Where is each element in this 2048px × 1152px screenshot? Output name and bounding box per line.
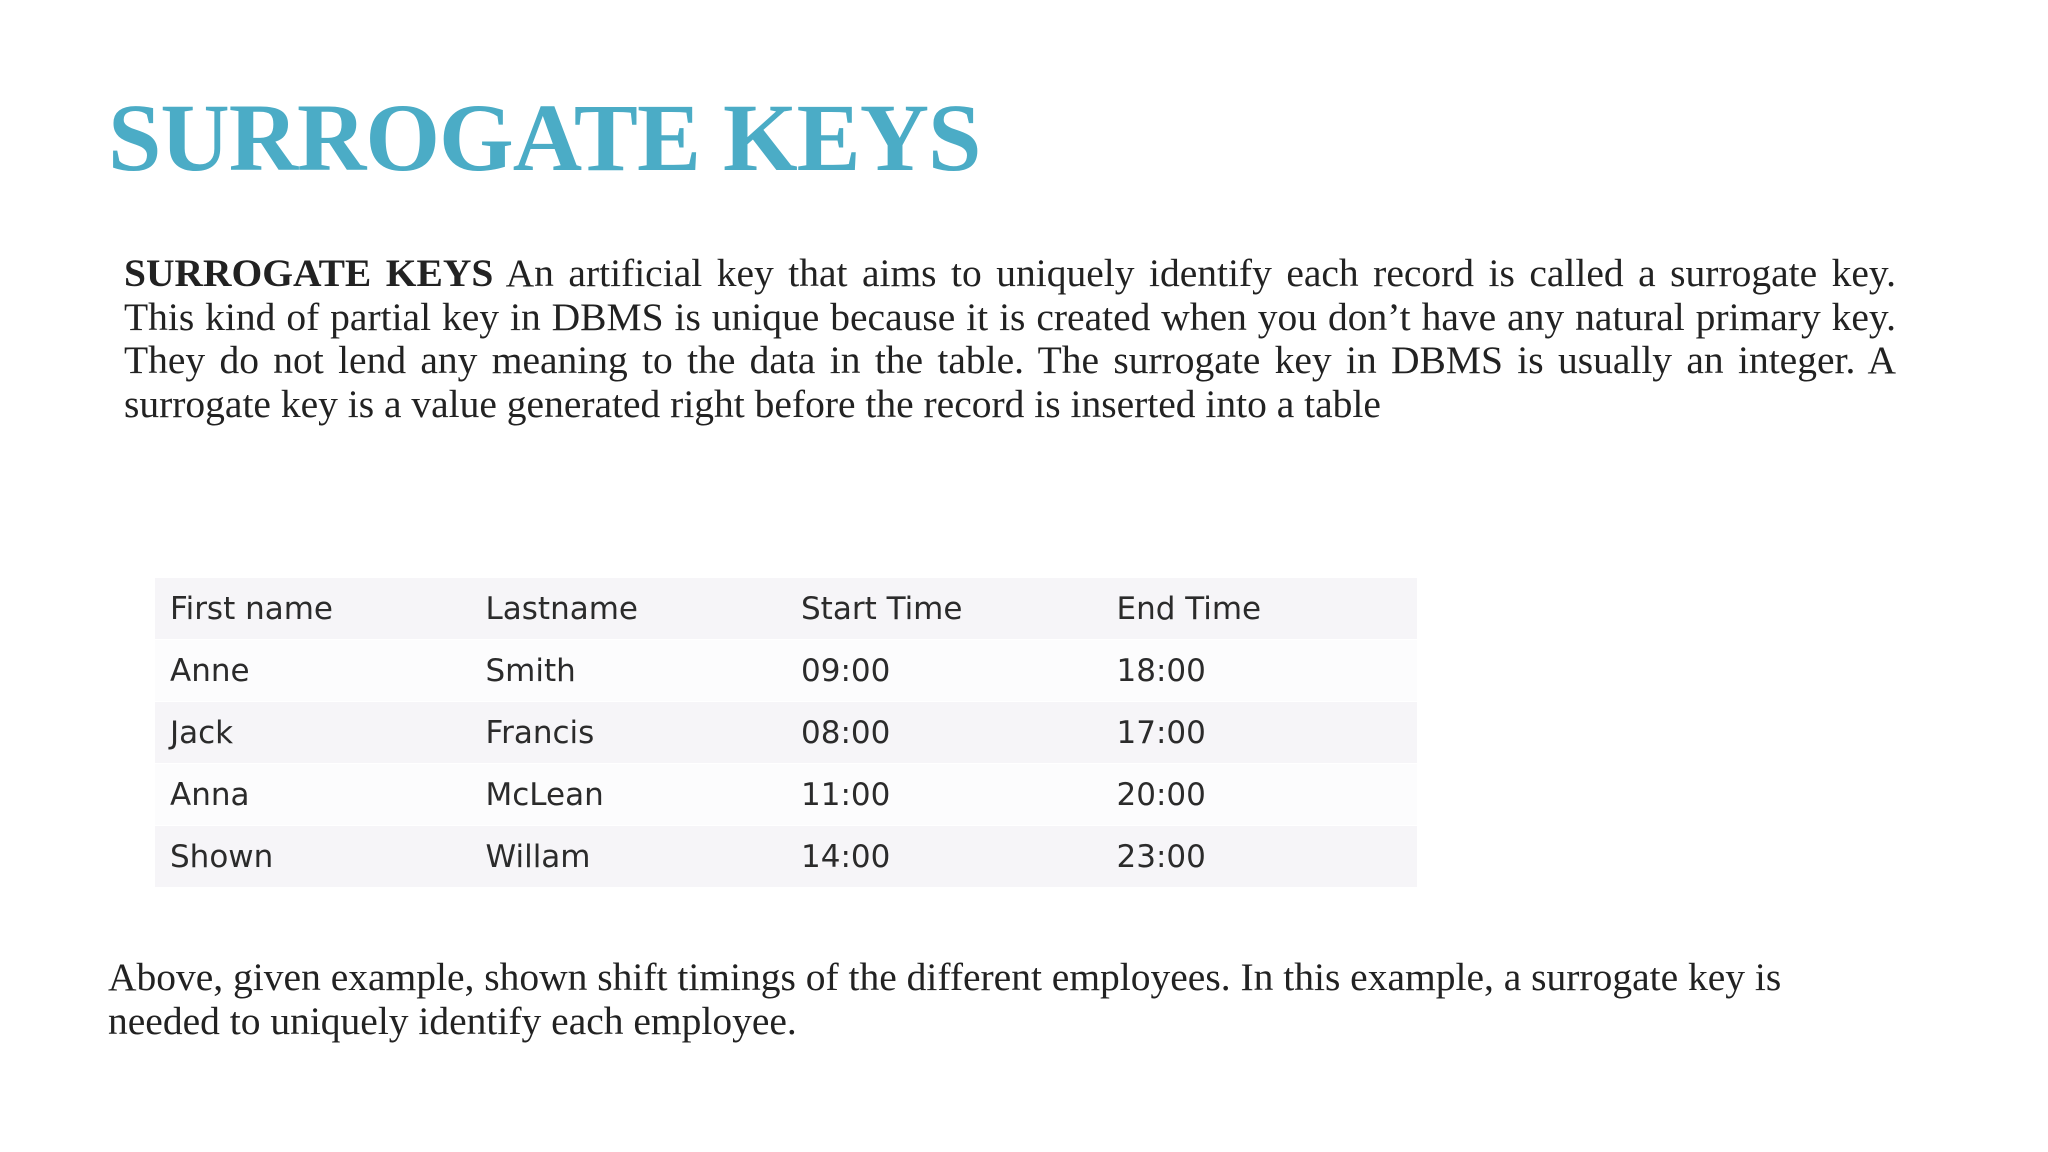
table-row [155,702,1417,764]
cell-lastname: Smith [471,640,787,702]
shift-table [155,578,1417,888]
cell-end-time: 18:00 [1102,640,1418,702]
table-row [155,826,1417,888]
table-row [155,764,1417,826]
cell-first-name: Jack [155,702,471,764]
cell-lastname: McLean [471,764,787,826]
conclusion-paragraph: Above, given example, shown shift timings of the different employees. In this example, a surrogate key is needed to uniquely identify each employee. [108,955,1782,1043]
shift-table-container [155,578,1417,888]
column-header-first-name: First name [155,578,471,640]
cell-lastname: Willam [471,826,787,888]
column-header-start-time: Start Time [786,578,1102,640]
column-header-end-time: End Time [1102,578,1418,640]
column-header-lastname: Lastname [471,578,787,640]
cell-start-time: 14:00 [786,826,1102,888]
cell-end-time: 20:00 [1102,764,1418,826]
intro-text: An artificial key that aims to uniquely identify each record is called a surrogate key. This kind of partial key in DBMS is unique because it is created when you don’t have any natural primary key. They do not lend any meaning to the data in the table. The surrogate key in DBMS is usually an integer. A surrogate key is a value generated right before the record is inserted into a table [124,251,1896,426]
slide-title: SURROGATE KEYS [108,84,981,191]
cell-end-time: 17:00 [1102,702,1418,764]
table-header-row [155,578,1417,640]
cell-start-time: 08:00 [786,702,1102,764]
cell-first-name: Shown [155,826,471,888]
cell-first-name: Anna [155,764,471,826]
cell-start-time: 11:00 [786,764,1102,826]
cell-start-time: 09:00 [786,640,1102,702]
intro-paragraph [124,252,1896,426]
cell-first-name: Anne [155,640,471,702]
cell-end-time: 23:00 [1102,826,1418,888]
intro-lead-term: SURROGATE KEYS [124,251,494,295]
cell-lastname: Francis [471,702,787,764]
table-row [155,640,1417,702]
